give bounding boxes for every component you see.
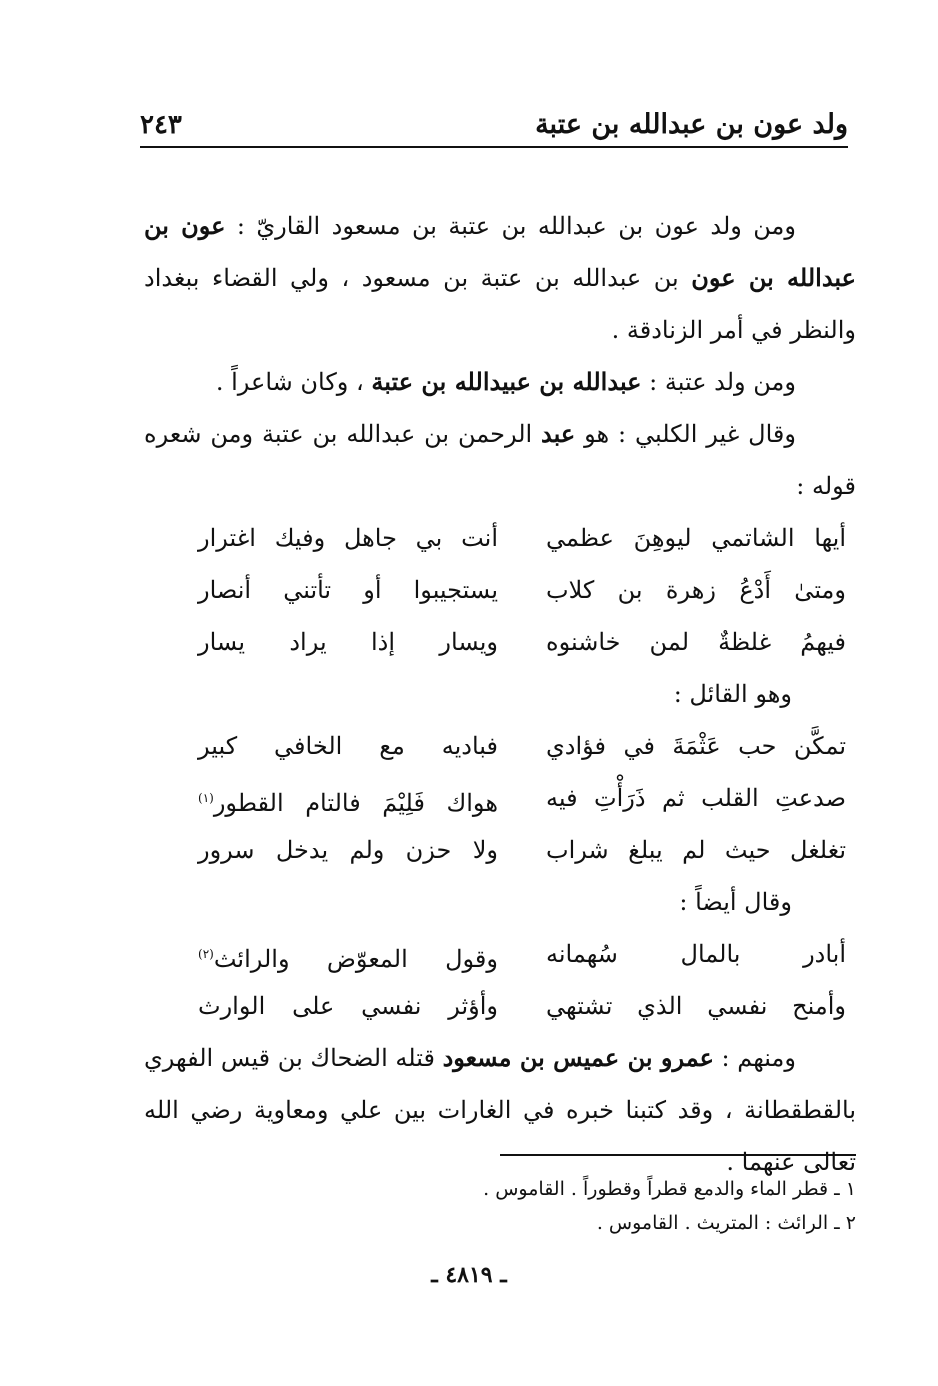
verse-line [198,720,846,772]
poem-2 [144,720,856,876]
footnote-2: ٢ ـ الرائث : المتريث . القاموس . [596,1212,856,1234]
footnote-1: ١ ـ قطر الماء والدمع قطراً وقطوراً . القاموس . [483,1178,856,1200]
verse-line [198,512,846,564]
verse-line [198,772,846,824]
footnote-marker[interactable]: (١) [198,791,214,805]
text-run: الرحمن بن عبدالله بن عتبة ومن شعره قوله : [144,420,856,500]
text-run: ومنهم : [713,1044,796,1072]
verse-first-half: أبادر بالمال سُهمانه [546,940,846,968]
text-run: بن عبدالله بن عتبة بن مسعود ، ولي القضاء ببغداد والنظر في أمر الزنادقة . [144,264,856,344]
text-run: قتله الضحاك بن قيس الفهري بالقطقطانة ، وقد كتبنا خبره في الغارات بين علي ومعاوية رضي الله تعالى عنهما . [144,1044,856,1176]
verse-first-half: أيها الشاتمي ليوهِنَ عظمي [546,524,846,552]
verse-second-half: يستجيبوا أو تأتني أنصار [198,576,498,604]
poem-1 [144,512,856,668]
paragraph-utba [144,356,856,408]
poem-3 [144,928,856,1032]
verse-second-half: أنت بي جاهل وفيك اغترار [198,524,498,552]
verse-line [198,824,846,876]
running-header [140,92,848,148]
paragraph-awn [144,200,856,356]
verse-text: وقول المعوّض والرائث [213,945,498,973]
main-text [144,200,856,1188]
verse-second-half: ولا حزن ولم يدخل سرور [198,836,498,864]
verse-second-half: وأؤثر نفسي على الوارث [198,992,498,1020]
verse-second-half: فباديه مع الخافي كبير [198,732,498,760]
chapter-title: ولد عون بن عبدالله بن عتبة [535,109,848,140]
verse-second-half: ويسار إذا يراد يسار [198,628,498,656]
text-run: وقال غير الكلبي : هو [575,420,796,448]
poem-intro: وقال أيضاً : [679,888,792,916]
header-page-number: ٢٤٣ [140,110,182,140]
verse-second-half [198,928,498,980]
paragraph-kalbi [144,408,856,512]
verse-first-half: فيهمُ غلظةٌ لمن خاشنوه [546,628,846,656]
verse-line [198,616,846,668]
bold-name: عبدالله بن عبيدالله بن عتبة [371,367,642,396]
verse-first-half: ومتىٰ أَدْعُ زهرة بن كلاب [546,576,846,604]
bold-name: عبد [541,419,576,448]
verse-first-half: وأمنح نفسي الذي تشتهي [546,992,846,1020]
footer-page-number: ـ ٤٨١٩ ـ [431,1262,507,1288]
verse-text: هواك فَلِيْمَ فالتام القطور [213,789,498,817]
footnotes [356,1172,856,1240]
text-run: ومن ولد عون بن عبدالله بن عتبة بن مسعود القاريّ : [225,212,796,240]
verse-first-half: تغلغل حيث لم يبلغ شراب [546,836,846,864]
verse-first-half: صدعتِ القلب ثم ذَرَأْتِ فيه [546,784,846,812]
verse-second-half [198,772,498,824]
bold-name: عون بن عبدالله بن عون [144,211,856,292]
bold-name: عمرو بن عميس بن مسعود [442,1043,714,1072]
verse-line [198,564,846,616]
poem-intro: وهو القائل : [673,680,792,708]
footnote-marker[interactable]: (٢) [198,947,214,961]
verse-first-half: تمكَّن حب عَثْمَةَ في فؤادي [546,732,846,760]
paragraph-amr [144,1032,856,1188]
verse-line [198,980,846,1032]
footnote-divider [500,1154,856,1156]
verse-line [198,928,846,980]
text-run: ومن ولد عتبة : [641,368,796,396]
text-run: ، وكان شاعراً . [215,368,372,396]
